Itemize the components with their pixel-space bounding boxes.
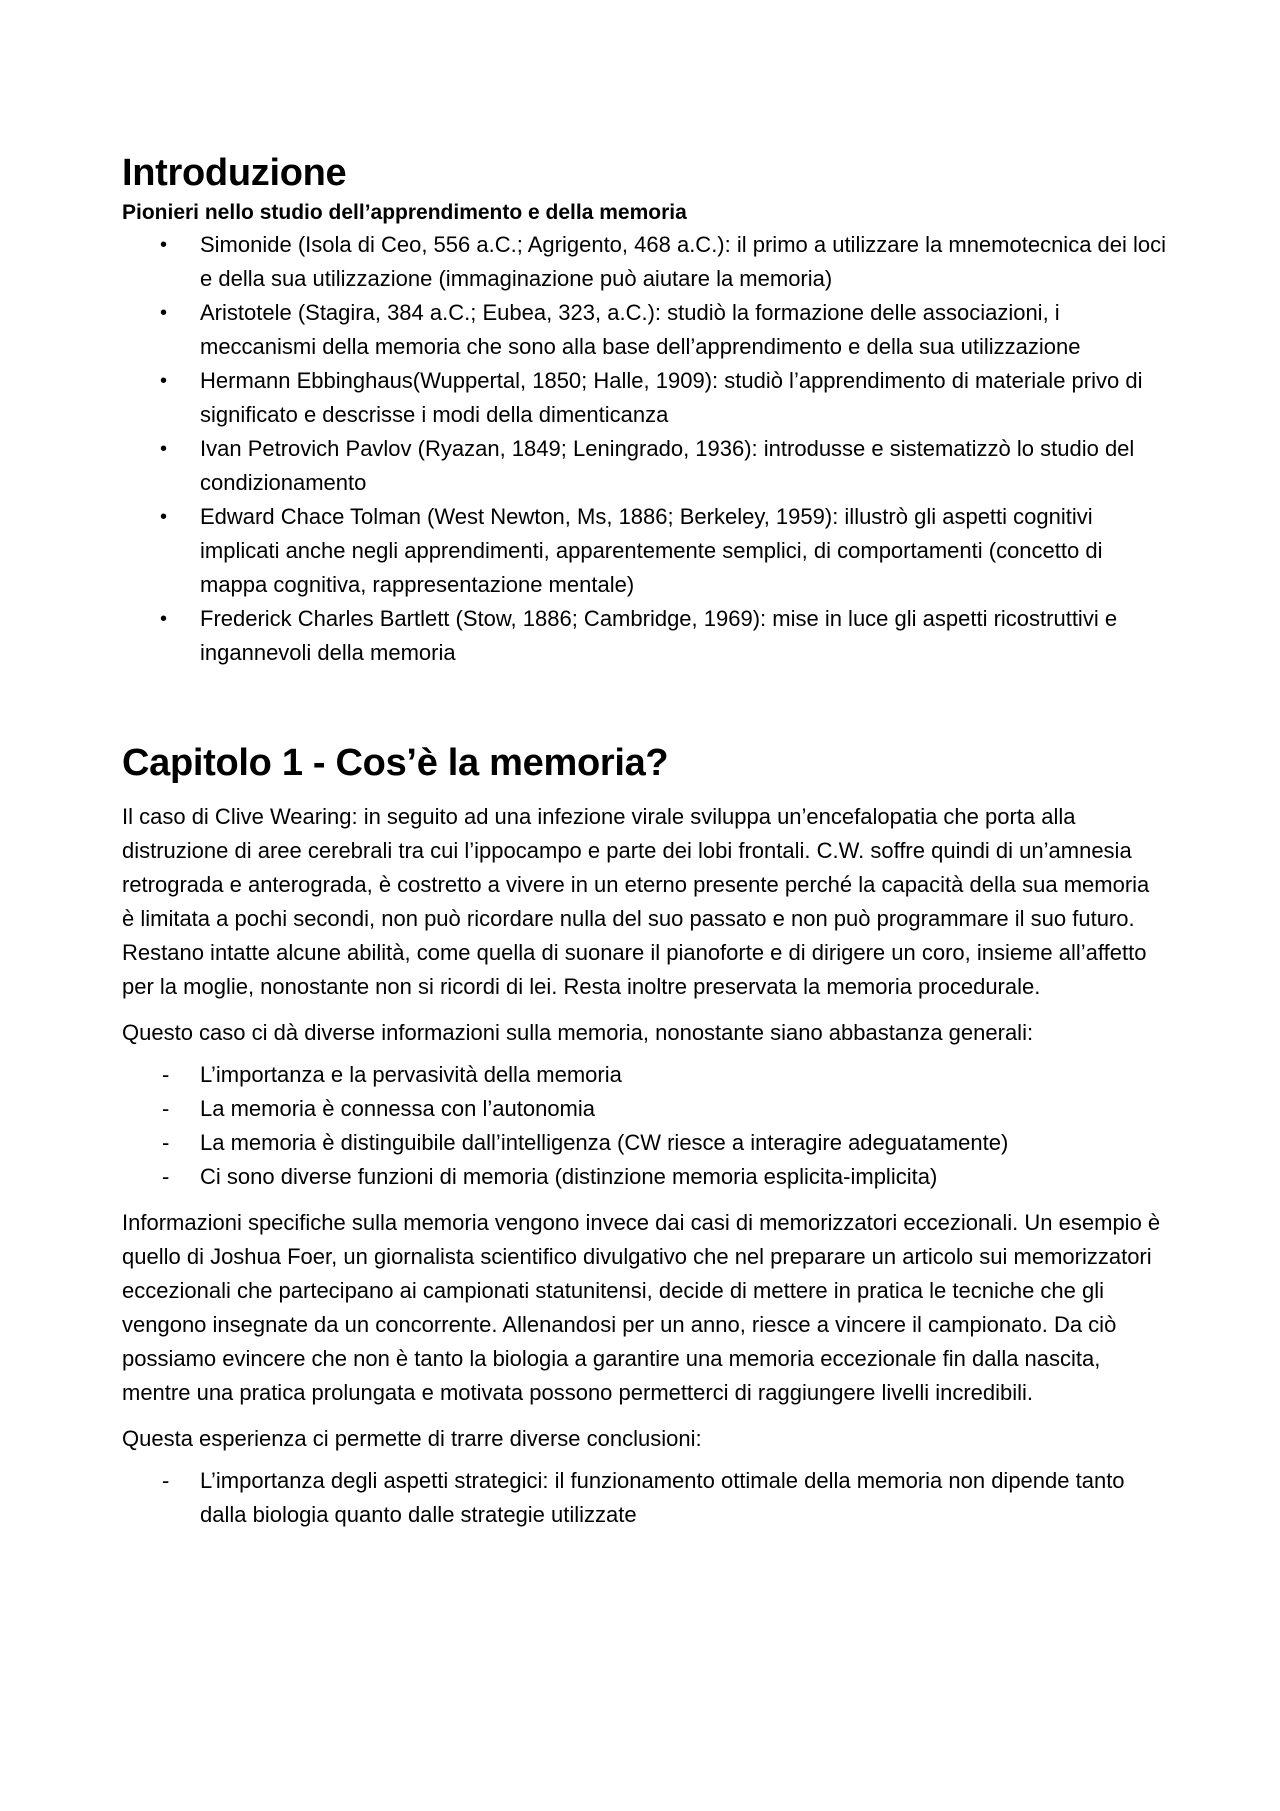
list-item: - La memoria è distinguibile dall’intelligenza (CW riesce a interagire adeguatamente): [122, 1126, 1167, 1160]
dash-marker: -: [162, 1062, 170, 1087]
list-item: - L’importanza degli aspetti strategici: il funzionamento ottimale della memoria non dipende tanto dalla biologia quanto dalle strategie utilizzate: [122, 1464, 1167, 1532]
dash-marker: -: [162, 1164, 170, 1189]
intro-subtitle: Pionieri nello studio dell’apprendimento e della memoria: [122, 201, 687, 224]
pioneers-list: [122, 228, 1167, 670]
bullet-marker: •: [160, 506, 168, 528]
list-item: • Aristotele (Stagira, 384 a.C.; Eubea, 323, a.C.): studiò la formazione delle associazioni, i meccanismi della memoria che sono alla base dell’apprendimento e della sua utilizzazione: [122, 296, 1167, 364]
list-item: • Hermann Ebbinghaus(Wuppertal, 1850; Halle, 1909): studiò l’apprendimento di materiale privo di significato e descrisse i modi della dimenticanza: [122, 364, 1167, 432]
paragraph-case-info: Questo caso ci dà diverse informazioni sulla memoria, nonostante siano abbastanza generali:: [122, 1020, 1034, 1045]
list-item: • Ivan Petrovich Pavlov (Ryazan, 1849; Leningrado, 1936): introdusse e sistematizzò lo studio del condizionamento: [122, 432, 1167, 500]
list-item: - L’importanza e la pervasività della memoria: [122, 1058, 1167, 1092]
list-item: • Frederick Charles Bartlett (Stow, 1886; Cambridge, 1969): mise in luce gli aspetti ricostruttivi e ingannevoli della memoria: [122, 602, 1167, 670]
paragraph-memorizers: Informazioni specifiche sulla memoria vengono invece dai casi di memorizzatori eccezionali. Un esempio è quello di Joshua Foer, un giornalista scientifico divulgativo che nel preparare un articolo sui memorizzatori eccezionali che partecipano ai campionati statunitensi, decide di mettere in pratica le tecniche che gli vengono insegnate da un concorrente. Allenandosi per un anno, riesce a vincere il campionato. Da ciò possiamo evincere che non è tanto la biologia a garantire una memoria eccezionale fin dalla nascita, mentre una pratica prolungata e motivata possono permetterci di raggiungere livelli incredibili.: [122, 1210, 1161, 1405]
bullet-marker: •: [160, 234, 168, 256]
paragraph-conclusions: Questa esperienza ci permette di trarre diverse conclusioni:: [122, 1426, 702, 1451]
document-page: [122, 150, 1167, 1532]
list-item: - Ci sono diverse funzioni di memoria (distinzione memoria esplicita-implicita): [122, 1160, 1167, 1194]
dash-marker: -: [162, 1468, 170, 1493]
dash-marker: -: [162, 1130, 170, 1155]
conclusions-list: [122, 1464, 1167, 1532]
list-item: • Simonide (Isola di Ceo, 556 a.C.; Agrigento, 468 a.C.): il primo a utilizzare la mnemotecnica dei loci e della sua utilizzazione (immaginazione può aiutare la memoria): [122, 228, 1167, 296]
chapter-heading: Capitolo 1 - Cos’è la memoria?: [122, 742, 669, 784]
paragraph-clive-wearing: Il caso di Clive Wearing: in seguito ad una infezione virale sviluppa un’encefalopatia che porta alla distruzione di aree cerebrali tra cui l’ippocampo e parte dei lobi frontali. C.W. soffre quindi di un’amnesia retrograda e anterograda, è costretto a vivere in un eterno presente perché la capacità della sua memoria è limitata a pochi secondi, non può ricordare nulla del suo passato e non può programmare il suo futuro. Restano intatte alcune abilità, come quella di suonare il pianoforte e di dirigere un coro, insieme all’affetto per la moglie, nonostante non si ricordi di lei. Resta inoltre preservata la memoria procedurale.: [122, 804, 1150, 999]
bullet-marker: •: [160, 370, 168, 392]
dash-marker: -: [162, 1096, 170, 1121]
intro-heading: Introduzione: [122, 152, 347, 194]
list-item: • Edward Chace Tolman (West Newton, Ms, 1886; Berkeley, 1959): illustrò gli aspetti cognitivi implicati anche negli apprendimenti, apparentemente semplici, di comportamenti (concetto di mappa cognitiva, rappresentazione mentale): [122, 500, 1167, 602]
bullet-marker: •: [160, 302, 168, 324]
bullet-marker: •: [160, 438, 168, 460]
case-info-list: [122, 1058, 1167, 1194]
list-item: - La memoria è connessa con l’autonomia: [122, 1092, 1167, 1126]
bullet-marker: •: [160, 608, 168, 630]
